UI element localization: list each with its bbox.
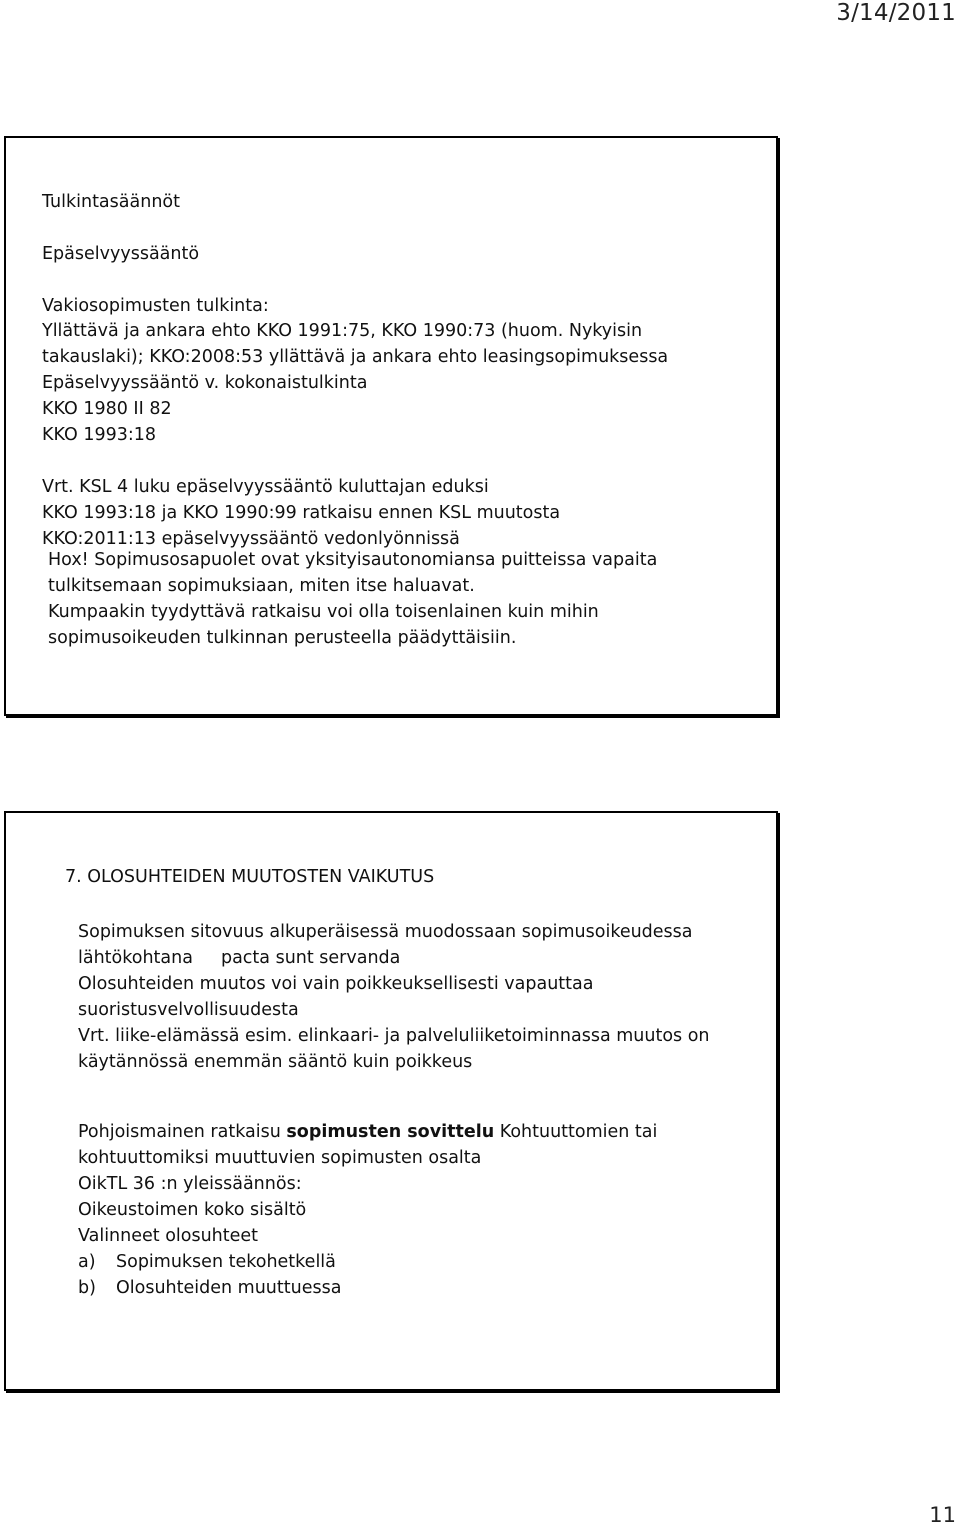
text-line: Kumpaakin tyydyttävä ratkaisu voi olla toisenlainen kuin mihin <box>48 602 599 622</box>
text-line: Vakiosopimusten tulkinta: <box>42 296 269 316</box>
text-line <box>78 1119 657 1145</box>
text-line: Yllättävä ja ankara ehto KKO 1991:75, KKO 1990:73 (huom. Nykyisin <box>42 321 643 341</box>
text-segment: pacta sunt servanda <box>220 948 401 968</box>
text-line: Hox! Sopimusosapuolet ovat yksityisautonomiansa puitteissa vapaita <box>48 550 658 570</box>
text-line: KKO 1993:18 ja KKO 1990:99 ratkaisu ennen KSL muutosta <box>42 503 561 523</box>
text-line: takauslaki); KKO:2008:53 yllättävä ja ankara ehto leasingsopimuksessa <box>42 347 669 367</box>
text-line: kohtuuttomiksi muuttuvien sopimusten osalta <box>78 1148 482 1168</box>
text-line: Vrt. KSL 4 luku epäselvyyssääntö kuluttajan eduksi <box>42 477 489 497</box>
text-line: Olosuhteiden muutos voi vain poikkeuksellisesti vapauttaa <box>78 974 594 994</box>
slide-title: Tulkintasäännöt <box>42 192 180 212</box>
list-marker: a) <box>78 1252 96 1272</box>
bold-term: sopimusten sovittelu <box>286 1122 495 1142</box>
text-line <box>78 945 400 971</box>
list-item: Olosuhteiden muuttuessa <box>116 1278 342 1298</box>
text-line: KKO 1993:18 <box>42 425 157 445</box>
text-line: tulkitsemaan sopimuksiaan, miten itse haluavat. <box>48 576 475 596</box>
text-line: Valinneet olosuhteet <box>78 1226 259 1246</box>
text-line: sopimusoikeuden tulkinnan perusteella päädyttäisiin. <box>48 628 517 648</box>
text-line: OikTL 36 :n yleissäännös: <box>78 1174 302 1194</box>
text-segment: lähtökohtana <box>78 948 193 968</box>
text-segment: Kohtuuttomien tai <box>494 1122 658 1142</box>
slide-subtitle: Epäselvyyssääntö <box>42 244 200 264</box>
header-date: 3/14/2011 <box>836 0 956 26</box>
slide-olosuhteiden-muutokset <box>4 811 778 1391</box>
slide-heading: 7. OLOSUHTEIDEN MUUTOSTEN VAIKUTUS <box>65 867 435 887</box>
text-line: suoristusvelvollisuudesta <box>78 1000 299 1020</box>
text-line: KKO:2011:13 epäselvyyssääntö vedonlyönnissä <box>42 529 460 549</box>
text-line: Vrt. liike-elämässä esim. elinkaari- ja palveluliiketoiminnassa muutos on <box>78 1026 710 1046</box>
text-line: KKO 1980 II 82 <box>42 399 172 419</box>
page-number: 11 <box>929 1503 956 1527</box>
text-line: Epäselvyyssääntö v. kokonaistulkinta <box>42 373 368 393</box>
list-marker: b) <box>78 1278 96 1298</box>
list-item: Sopimuksen tekohetkellä <box>116 1252 336 1272</box>
text-segment: Pohjoismainen ratkaisu <box>78 1122 287 1142</box>
text-line: käytännössä enemmän sääntö kuin poikkeus <box>78 1052 473 1072</box>
text-line: Sopimuksen sitovuus alkuperäisessä muodossaan sopimusoikeudessa <box>78 922 693 942</box>
text-line: Oikeustoimen koko sisältö <box>78 1200 307 1220</box>
slide-tulkintasaannot <box>4 136 778 716</box>
